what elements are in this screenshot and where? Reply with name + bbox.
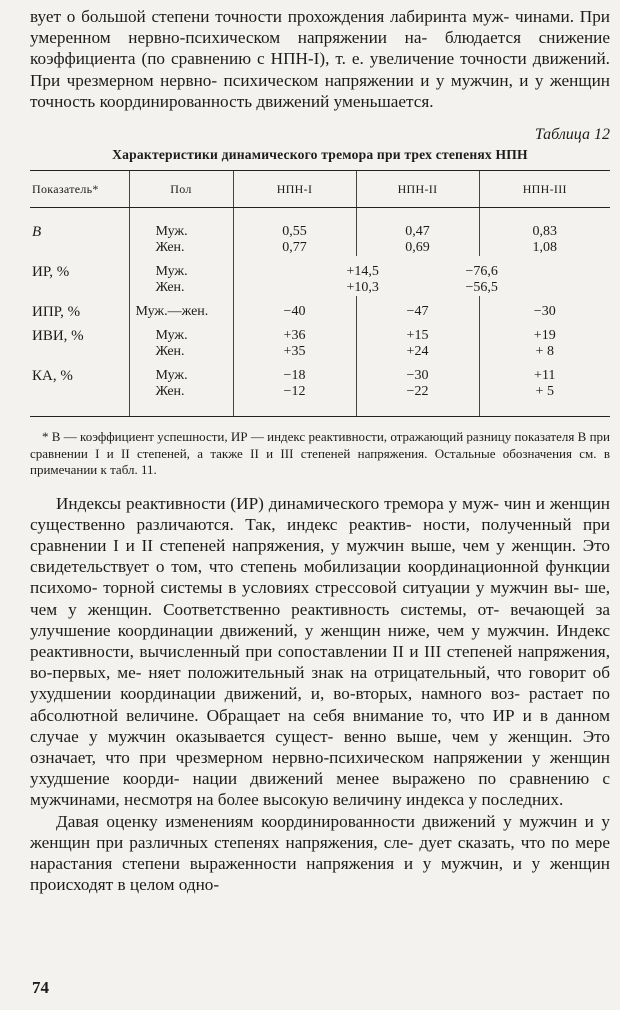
table-row-ir: ИР, % Муж. Жен. +14,5 +10,3 −76,6 −56,5	[30, 256, 610, 296]
ir-i-ii-values: +14,5 +10,3	[346, 264, 379, 296]
indicator-ka: КА, %	[30, 360, 129, 417]
indicator-ir: ИР, %	[32, 264, 70, 281]
tremor-table	[30, 170, 610, 417]
ir-ii-iii-values: −76,6 −56,5	[465, 264, 498, 296]
table-row-ipr: ИПР, % Муж.—жен. −40 −47 −30	[30, 296, 610, 320]
header-npn3: НПН-III	[479, 171, 610, 208]
indicator-ivi: ИВИ, %	[32, 328, 84, 345]
header-npn2: НПН-II	[356, 171, 479, 208]
page	[30, 6, 610, 895]
indicator-b: B	[32, 224, 42, 241]
table-row-ivi: ИВИ, % Муж. Жен. +36 +35 +15 +24 +19 + 8	[30, 320, 610, 360]
closing-paragraph: Давая оценку изменениям координированности движений у мужчин и у женщин при различных степенях напряжения, сле- дует сказать, что по мере нарастания степени выраженности напряжения и у мужчин, и у женщин происходят в целом одно-	[30, 811, 611, 895]
page-number: 74	[32, 978, 49, 997]
table-header-row	[30, 171, 610, 208]
body-paragraph: Индексы реактивности (ИР) динамического тремора у муж- чин и женщин существенно различаются. Так, индекс реактив- ности, полученный при сравнении I и II степеней напряжения, у мужчин выше, чем у женщин. Это свидетельствует о том, что степень мобилизации координационной функции психомо- торной системы в условиях стрессовой ситуации у мужчин вы- ше, чем у женщин. Соответственно реактивность системы, от- вечающей за улучшение координации движений, у женщин ниже, чем у мужчин. Индекс реактивности, вычисленный при сопоставлении II и III степеней напряжения, во-первых, ме- няет положительный знак на отрицательный, что говорит об ухудшении координации движений, и, во-вторых, намного воз- растает по абсолютной величине. Обращает на себя внимание то, что ИР и в данном случае у мужчин оказывается сущест- венно выше, чем у женщин. Это означает, что при чрезмерном нервно-психическом напряжении у женщин ухудшение коорди- нации движений менее выражено по сравнению с мужчинами, несмотря на более высокую величину индекса у последних.	[30, 493, 611, 810]
header-indicator: Показатель*	[30, 171, 129, 208]
table-row-b: B Муж. Жен. 0,55 0,77 0,47 0,69 0,83 1,08	[30, 208, 610, 257]
table-number: Таблица 12	[534, 126, 610, 144]
header-npn1: НПН-I	[233, 171, 356, 208]
indicator-ipr: ИПР, %	[32, 304, 81, 321]
table-title: Характеристики динамического тремора при трех степенях НПН	[112, 147, 528, 163]
header-sex: Пол	[129, 171, 233, 208]
table-row-ka: КА, % Муж. Жен. −18 −12 −30 −22 +11 + 5	[30, 360, 610, 417]
table-footnote: * B — коэффициент успешности, ИР — индекс реактивности, отражающий разницу показателя B при сравнении I и II степеней, а также II и III степеней напряжения. Остальные обозначения см. в примечании к табл. 11.	[30, 429, 610, 478]
intro-paragraph: вует о большой степени точности прохождения лабиринта муж- чинами. При умеренном нервно-психическом напряжении на- блюдается снижение коэффициента (по сравнению с НПН-I), т. е. увеличение точности движений. При чрезмерном нервно- психическом напряжении и у мужчин, и у женщин точность координированность движений уменьшается.	[30, 7, 611, 111]
